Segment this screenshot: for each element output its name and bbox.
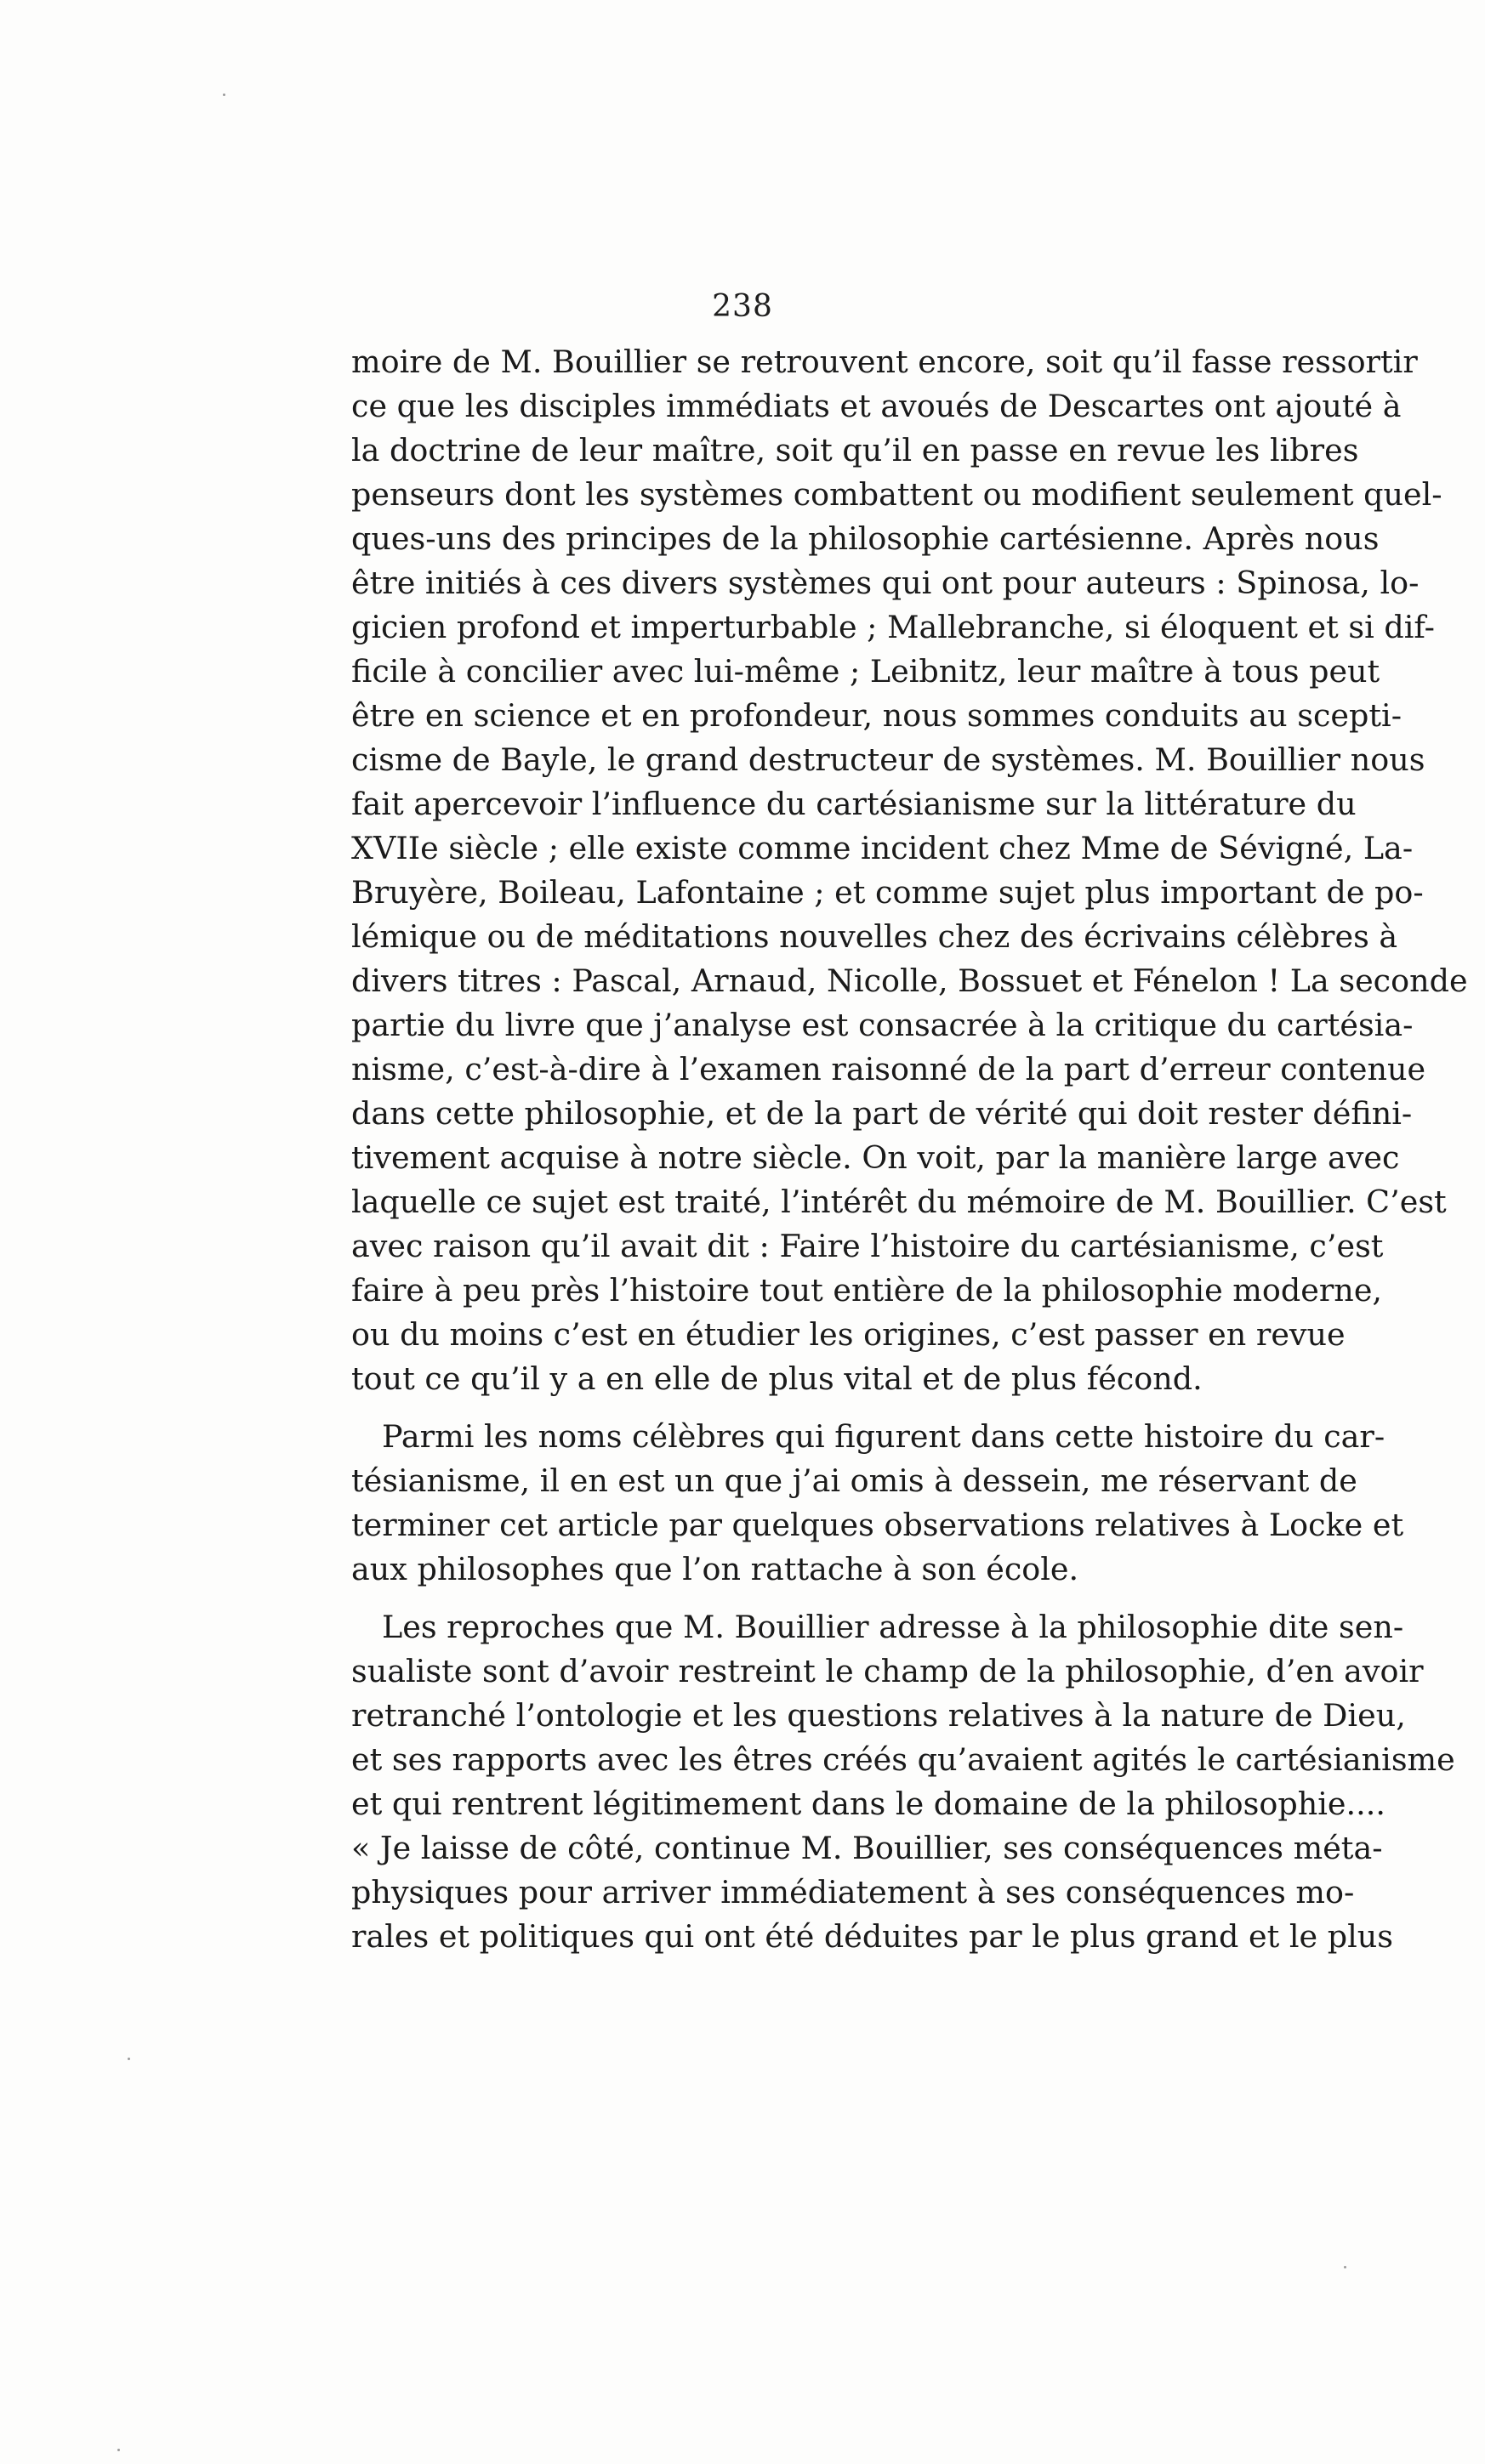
text-line: dans cette philosophie, et de la part de vérité qui doit rester défini- [351,1095,1413,1132]
text-line: être en science et en profondeur, nous sommes conduits au scepti- [351,697,1402,734]
text-line: ficile à concilier avec lui-même ; Leibnitz, leur maître à tous peut [351,653,1380,690]
paper-speck [128,2058,130,2060]
text-line: être initiés à ces divers systèmes qui ont pour auteurs : Spinosa, lo- [351,565,1420,601]
text-line: ce que les disciples immédiats et avoués de Descartes ont ajouté à [351,388,1402,424]
text-line: et qui rentrent légitimement dans le domaine de la philosophie.... [351,1786,1385,1822]
text-line: et ses rapports avec les êtres créés qu’avaient agités le cartésianisme [351,1741,1455,1778]
body-text [351,340,1468,1959]
text-line: Les reproches que M. Bouillier adresse à la philosophie dite sen- [382,1609,1404,1645]
paper-speck [1344,2266,1346,2268]
page-number: 238 [712,289,773,324]
text-line: terminer cet article par quelques observations relatives à Locke et [351,1507,1404,1543]
text-line: faire à peu près l’histoire tout entière de la philosophie moderne, [351,1272,1383,1309]
text-line: physiques pour arriver immédiatement à ses conséquences mo- [351,1874,1355,1910]
text-line: penseurs dont les systèmes combattent ou modifient seulement quel- [351,476,1442,513]
text-line: ou du moins c’est en étudier les origines, c’est passer en revue [351,1316,1346,1353]
text-line: XVIIe siècle ; elle existe comme incident chez Mme de Sévigné, La- [351,830,1414,866]
paragraph-2 [351,1415,1404,1592]
text-line: sualiste sont d’avoir restreint le champ de la philosophie, d’en avoir [351,1653,1424,1689]
text-line: Bruyère, Boileau, Lafontaine ; et comme sujet plus important de po- [351,874,1424,911]
text-line: Parmi les noms célèbres qui figurent dans cette histoire du car- [382,1418,1385,1455]
text-line: rales et politiques qui ont été déduites par le plus grand et le plus [351,1918,1394,1955]
paper-speck [117,2449,120,2451]
text-line: fait apercevoir l’influence du cartésianisme sur la littérature du [351,786,1357,822]
text-line: tésianisme, il en est un que j’ai omis à dessein, me réservant de [351,1462,1357,1499]
paragraph-1 [351,340,1468,1401]
text-line: lémique ou de méditations nouvelles chez des écrivains célèbres à [351,918,1398,955]
text-line: tivement acquise à notre siècle. On voit, par la manière large avec [351,1139,1400,1176]
text-line: divers titres : Pascal, Arnaud, Nicolle, Bossuet et Fénelon ! La seconde [351,962,1468,999]
text-line: avec raison qu’il avait dit : Faire l’histoire du cartésianisme, c’est [351,1228,1384,1264]
text-line: « Je laisse de côté, continue M. Bouillier, ses conséquences méta- [351,1830,1383,1866]
text-line: tout ce qu’il y a en elle de plus vital et de plus fécond. [351,1360,1203,1397]
text-line: nisme, c’est-à-dire à l’examen raisonné de la part d’erreur contenue [351,1051,1426,1087]
paragraph-3 [351,1605,1455,1959]
text-line: partie du livre que j’analyse est consacrée à la critique du cartésia- [351,1007,1414,1043]
text-line: laquelle ce sujet est traité, l’intérêt du mémoire de M. Bouillier. C’est [351,1184,1447,1220]
text-line: la doctrine de leur maître, soit qu’il en passe en revue les libres [351,432,1359,468]
paper-speck [223,94,225,96]
text-line: moire de M. Bouillier se retrouvent encore, soit qu’il fasse ressortir [351,343,1418,380]
text-line: cisme de Bayle, le grand destructeur de systèmes. M. Bouillier nous [351,741,1425,778]
text-line: aux philosophes que l’on rattache à son école. [351,1551,1079,1587]
text-line: retranché l’ontologie et les questions relatives à la nature de Dieu, [351,1697,1406,1734]
text-line: ques-uns des principes de la philosophie cartésienne. Après nous [351,520,1380,557]
text-line: gicien profond et imperturbable ; Mallebranche, si éloquent et si dif- [351,609,1435,645]
